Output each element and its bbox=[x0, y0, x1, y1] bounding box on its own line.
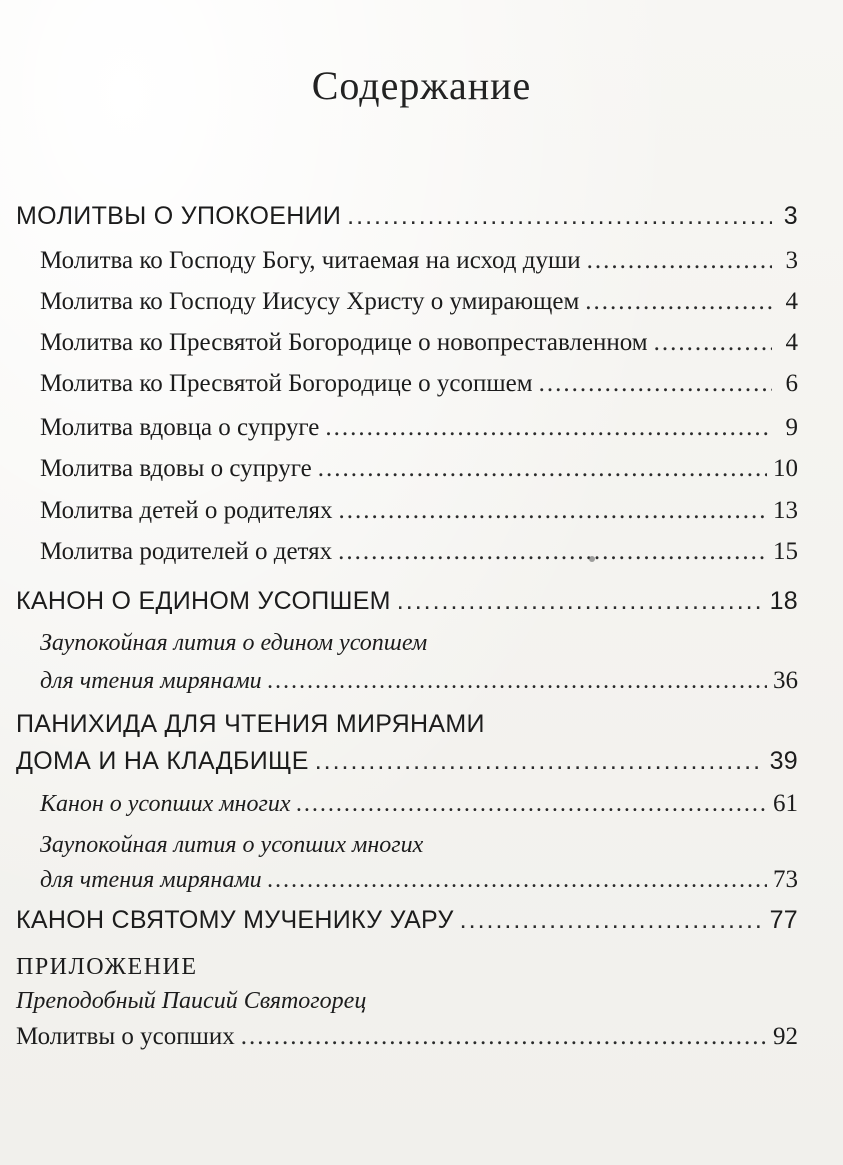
toc-page-number: 6 bbox=[785, 370, 798, 397]
toc-entry[interactable] bbox=[40, 866, 798, 894]
toc-entry-label: МОЛИТВЫ О УПОКОЕНИИ bbox=[16, 202, 342, 230]
toc-section-canon-single[interactable] bbox=[16, 587, 798, 616]
toc-page-number: 61 bbox=[773, 790, 798, 817]
toc-entry[interactable] bbox=[40, 329, 798, 357]
toc-page-number: 39 bbox=[769, 747, 798, 775]
dot-leader bbox=[325, 414, 772, 442]
toc-section-panikhida-line1: ПАНИХИДА ДЛЯ ЧТЕНИЯ МИРЯНАМИ bbox=[16, 710, 485, 738]
dot-leader bbox=[241, 1023, 767, 1051]
toc-page-number: 13 bbox=[773, 497, 798, 524]
toc-entry[interactable] bbox=[40, 790, 798, 818]
toc-entry-label: Молитва вдовы о супруге bbox=[40, 455, 312, 482]
toc-page-number: 4 bbox=[785, 288, 798, 315]
toc-page-number: 73 bbox=[773, 866, 798, 893]
page-title: Содержание bbox=[311, 63, 532, 108]
toc-entry[interactable] bbox=[40, 497, 798, 525]
toc-entry-label: Молитва ко Пресвятой Богородице о новопреставленном bbox=[40, 329, 648, 356]
dot-leader bbox=[460, 906, 764, 935]
toc-entry-label: Молитва родителей о детях bbox=[40, 538, 333, 565]
toc-entry[interactable] bbox=[40, 455, 798, 483]
toc-entry[interactable] bbox=[40, 247, 798, 275]
toc-page-number: 36 bbox=[773, 667, 798, 694]
toc-entry-label: КАНОН СВЯТОМУ МУЧЕНИКУ УАРУ bbox=[16, 906, 454, 934]
toc-entry-label: Молитва вдовца о супруге bbox=[40, 414, 320, 441]
toc-entry-label: ДОМА И НА КЛАДБИЩЕ bbox=[16, 747, 309, 775]
toc-entry[interactable] bbox=[40, 538, 798, 566]
toc-page-number: 77 bbox=[769, 906, 798, 934]
toc-entry[interactable] bbox=[40, 288, 798, 316]
toc-section-panikhida[interactable] bbox=[16, 747, 798, 776]
toc-page-number: 9 bbox=[785, 414, 798, 441]
toc-page-number: 92 bbox=[773, 1023, 798, 1050]
toc-page-number: 3 bbox=[783, 202, 798, 230]
dot-leader bbox=[587, 247, 772, 275]
toc-entry-line1: Заупокойная лития о едином усопшем bbox=[40, 630, 428, 656]
toc-section-prayers-repose[interactable] bbox=[16, 202, 798, 231]
dot-leader bbox=[585, 288, 772, 316]
toc-entry-label: КАНОН О ЕДИНОМ УСОПШЕМ bbox=[16, 587, 391, 615]
toc-entry-label: Молитва детей о родителях bbox=[40, 497, 333, 524]
ink-smudge bbox=[589, 556, 595, 562]
toc-entry[interactable] bbox=[40, 667, 798, 695]
dot-leader bbox=[268, 668, 767, 695]
dot-leader bbox=[315, 747, 764, 776]
toc-entry-label: для чтения мирянами bbox=[40, 867, 262, 893]
dot-leader bbox=[539, 370, 772, 398]
toc-page-number: 4 bbox=[785, 329, 798, 356]
toc-entry-line1: Заупокойная лития о усопших многих bbox=[40, 832, 424, 858]
toc-entry-label: Канон о усопших многих bbox=[40, 791, 291, 817]
dot-leader bbox=[296, 791, 767, 818]
toc-page-number: 15 bbox=[773, 538, 798, 565]
toc-entry-label: Молитва ко Господу Богу, читаемая на исход души bbox=[40, 247, 581, 274]
toc-entry-label: Молитва ко Пресвятой Богородице о усопшем bbox=[40, 370, 533, 397]
toc-appendix-author: Преподобный Паисий Святогорец bbox=[16, 988, 367, 1014]
toc-entry-label: Молитвы о усопших bbox=[16, 1023, 235, 1050]
dot-leader bbox=[397, 587, 764, 616]
toc-page-number: 3 bbox=[785, 247, 798, 274]
toc-appendix-heading: ПРИЛОЖЕНИЕ bbox=[16, 954, 198, 980]
toc-page-number: 18 bbox=[769, 587, 798, 615]
dot-leader bbox=[268, 867, 767, 894]
toc-page-number: 10 bbox=[773, 455, 798, 482]
dot-leader bbox=[318, 455, 767, 483]
toc-entry[interactable] bbox=[40, 370, 798, 398]
dot-leader bbox=[338, 538, 767, 566]
toc-section-canon-uar[interactable] bbox=[16, 906, 798, 935]
toc-entry[interactable] bbox=[40, 414, 798, 442]
dot-leader bbox=[347, 202, 772, 231]
dot-leader bbox=[654, 329, 772, 357]
toc-entry-label: для чтения мирянами bbox=[40, 668, 262, 694]
dot-leader bbox=[338, 497, 767, 525]
toc-entry-label: Молитва ко Господу Иисусу Христу о умирающем bbox=[40, 288, 580, 315]
toc-entry[interactable] bbox=[16, 1023, 798, 1051]
